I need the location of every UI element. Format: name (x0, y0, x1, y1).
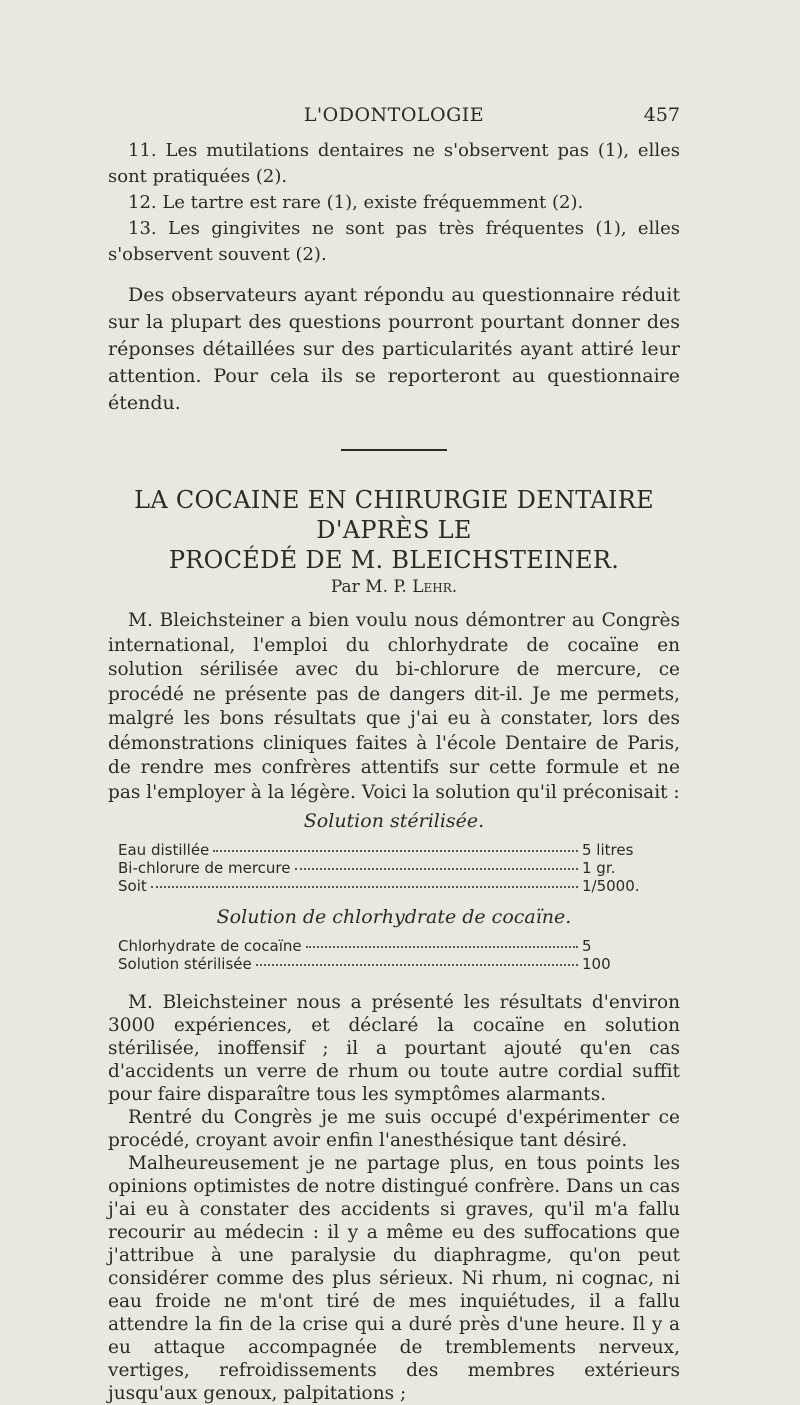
ingredient-quantity: 5 litres (582, 841, 634, 859)
recipe-row (118, 859, 660, 877)
page-body (108, 138, 680, 1405)
recipe-1-heading: Solution stérilisée. (303, 810, 485, 832)
page-header (108, 104, 680, 128)
recipe-row (118, 937, 660, 955)
recipe-1 (118, 841, 660, 895)
leader-dots (295, 868, 579, 870)
ingredient-quantity: 100 (582, 955, 611, 973)
byline-suffix: . (451, 577, 458, 597)
ingredient-name: Bi-chlorure de mercure (118, 859, 291, 877)
leader-dots (306, 946, 578, 948)
recipe-row (118, 841, 660, 859)
paragraph-4: Malheureusement je ne partage plus, en tous points les opinions optimistes de notre distingué confrère. Dans un cas j'ai eu à constater des accidents si graves, qu'il m'a fallu recourir au médecin : il y a même eu des suffocations que j'attribue à une paralysie du diaphragme, qu'on peut considérer comme des plus sérieux. Ni rhum, ni cognac, ni eau froide ne m'ont tiré de mes inquiétudes, il a fallu attendre la fin de la crise qui a duré près d'une heure. Il y a eu attaque accompagnée de tremblements nerveux, vertiges, refroidissements des membres extérieurs jusqu'aux genoux, palpitations ; (108, 1153, 680, 1404)
ingredient-quantity: 1 gr. (582, 859, 616, 877)
recipe-row (118, 955, 660, 973)
ingredient-name: Soit (118, 877, 147, 895)
page-number: 457 (643, 104, 680, 126)
leader-dots (213, 850, 578, 852)
ingredient-quantity: 5 (582, 937, 592, 955)
article-title-line-2: PROCÉDÉ DE M. BLEICHSTEINER. (168, 546, 620, 574)
byline-author: Lehr (412, 577, 452, 597)
paragraph-2: M. Bleichsteiner nous a présenté les résultats d'environ 3000 expériences, et déclaré la cocaïne en solution stérilisée, inoffensif ; il a pourtant ajouté qu'en cas d'accidents un verre de rhum ou toute autre cordial suffit pour faire disparaître tous les symptômes alarmants. (108, 992, 680, 1105)
leader-dots (256, 964, 578, 966)
ingredient-quantity: 1/5000. (582, 877, 640, 895)
running-head: L'ODONTOLOGIE (303, 104, 485, 126)
paragraph-3: Rentré du Congrès je me suis occupé d'expérimenter ce procédé, croyant avoir enfin l'anesthésique tant désiré. (108, 1107, 680, 1151)
section-divider (341, 449, 447, 451)
list-item: 12. Le tartre est rare (1), existe fréquemment (2). (128, 192, 584, 213)
ingredient-name: Solution stérilisée (118, 955, 252, 973)
intro-paragraph: Des observateurs ayant répondu au questionnaire réduit sur la plupart des questions pourront pourtant donner des réponses détaillées sur des particularités ayant attiré leur attention. Pour cela ils se reporteront au questionnaire étendu. (108, 284, 680, 414)
recipe-2-heading: Solution de chlorhydrate de cocaïne. (216, 906, 572, 928)
list-item: 11. Les mutilations dentaires ne s'observent pas (1), elles sont pratiquées (2). (108, 140, 680, 187)
paragraph-1: M. Bleichsteiner a bien voulu nous démontrer au Congrès international, l'emploi du chlorhydrate de cocaïne en solution sérilisée avec du bi-chlorure de mercure, ce procédé ne présente pas de dangers dit-il. Je me permets, malgré les bons résultats que j'ai eu à constater, lors des démonstrations cliniques faites à l'école Dentaire de Paris, de rendre mes confrères attentifs sur cette formule et ne pas l'employer à la légère. Voici la solution qu'il préconisait : (108, 610, 680, 803)
list-item: 13. Les gingivites ne sont pas très fréquentes (1), elles s'observent souvent (2). (108, 218, 680, 265)
article-byline (108, 577, 680, 597)
recipe-row (118, 877, 660, 895)
article-title-line-1: LA COCAINE EN CHIRURGIE DENTAIRE D'APRÈS LE (134, 486, 654, 544)
ingredient-name: Chlorhydrate de cocaïne (118, 937, 302, 955)
ingredient-name: Eau distillée (118, 841, 210, 859)
leader-dots (151, 886, 578, 888)
recipe-2 (118, 937, 660, 973)
byline-prefix: Par M. P. (330, 577, 413, 597)
